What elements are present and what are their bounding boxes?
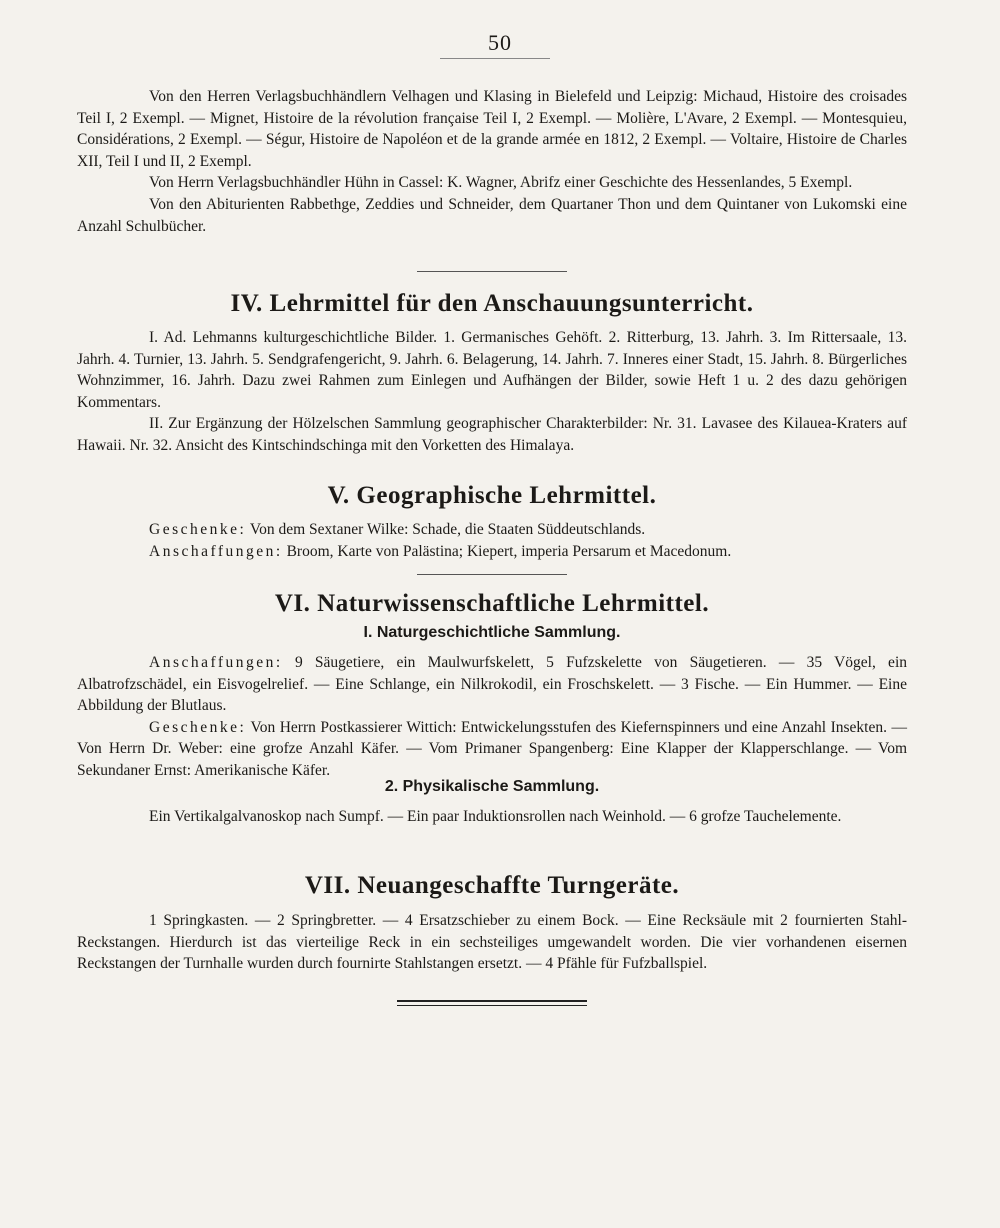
donation-students: Von den Abiturienten Rabbethge, Zeddies und Schneider, dem Quartaner Thon und dem Quintaner von Lukomski eine Anzahl Schulbücher. <box>77 195 907 235</box>
section-v-purchases <box>77 541 907 563</box>
section-v-body <box>77 519 907 562</box>
physics-heading: 2. Physikalische Sammlung. <box>384 778 600 795</box>
donation-velhagen-klasing: Von den Herren Verlagsbuchhändlern Velhagen und Klasing in Bielefeld und Leipzig: Michaud, Histoire des croisades Teil I, 2 Exempl. — Mignet, Histoire de la révolution française Teil I, 2 Exempl. — Molière, L'Avare, 2 Exempl. — Montesquieu, Considérations, 2 Exempl. — Ségur, Histoire de Napoléon et de la grande armée en 1812, 2 Exempl. — Voltaire, Histoire de Charles XII, Teil I und II, 2 Exempl. <box>77 88 907 170</box>
section-vii <box>77 872 907 900</box>
end-rule <box>397 1000 587 1006</box>
section-vii-body <box>77 910 907 975</box>
section-vi-title: VI. Naturwissenschaftliche Lehrmittel. <box>274 590 710 617</box>
gymnastics-items: 1 Springkasten. — 2 Springbretter. — 4 Ersatzschieber zu einem Bock. — Eine Recksäule mit 2 fournierten Stahl-Reckstangen. Hierdurch ist das vierteilige Reck in ein sechsteiliges umgewandelt worden. Die vier vorhandenen eisernen Reckstangen der Turnhalle wurden durch fournirte Stahlstangen ersetzt. — 4 Pfähle für Fufzballspiel. <box>77 912 907 973</box>
natural-history-heading: I. Naturgeschichtliche Sammlung. <box>363 624 621 641</box>
natural-history-gifts <box>77 717 907 782</box>
donations-block <box>77 86 907 237</box>
gifts-text: Von dem Sextaner Wilke: Schade, die Staaten Süddeutschlands. <box>249 521 646 538</box>
gifts-text: Von Herrn Postkassierer Wittich: Entwickelungsstufen des Kiefernspinners und eine Anzahl Insekten. — Von Herrn Dr. Weber: eine grofze Anzahl Käfer. — Vom Primaner Spangenberg: Eine Klapper der Klapperschlange. — Vom Sekundaner Ernst: Amerikanische Käfer. <box>77 718 907 779</box>
gifts-label: Geschenke: <box>149 718 247 736</box>
section-iv-item-1: I. Ad. Lehmanns kulturgeschichtliche Bilder. 1. Germanisches Gehöft. 2. Ritterburg, 13. Jahrh. 3. Im Rittersaale, 13. Jahrh. 4. Turnier, 13. Jahrh. 5. Sendgrafengericht, 9. Jahrh. 6. Belagerung, 14. Jahrh. 7. Inneres einer Stadt, 15. Jahrh. 8. Bürgerliches Wohnzimmer, 16. Jahrh. Dazu zwei Rahmen zum Einlegen und Aufhängen der Bilder, sowie Heft 1 u. 2 des dazu gehörigen Kommentars. <box>77 329 907 411</box>
purchases-text: Broom, Karte von Palästina; Kiepert, imperia Persarum et Macedonum. <box>286 542 732 560</box>
section-v-title: V. Geographische Lehrmittel. <box>327 482 657 509</box>
gifts-label: Geschenke: <box>149 521 247 538</box>
donation-huehn: Von Herrn Verlagsbuchhändler Hühn in Cassel: K. Wagner, Abrifz einer Geschichte des Hessenlandes, 5 Exempl. <box>149 174 853 192</box>
section-iv-body <box>77 327 907 457</box>
purchases-label: Anschaffungen: <box>149 654 283 671</box>
section-vi-body-1 <box>77 652 907 782</box>
section-divider <box>417 574 567 575</box>
section-vi <box>77 590 907 618</box>
purchases-label: Anschaffungen: <box>149 542 283 560</box>
section-iv <box>77 290 907 318</box>
page-number-rule <box>440 58 550 59</box>
natural-history-purchases <box>77 652 907 717</box>
purchases-text: 9 Säugetiere, ein Maulwurfskelett, 5 Fufzskelette von Säugetieren. — 35 Vögel, ein Albatrofzschädel, ein Eisvogelrelief. — Eine Schlange, ein Nilkrokodil, ein Froschskelett. — 3 Fische. — Ein Hummer. — Eine Abbildung der Blutlaus. <box>77 654 907 715</box>
page-number: 50 <box>488 30 512 55</box>
section-v-gifts <box>77 519 907 541</box>
section-v <box>77 482 907 510</box>
section-iv-item-2: II. Zur Ergänzung der Hölzelschen Sammlung geographischer Charakterbilder: Nr. 31. Lavasee des Kilauea-Kraters auf Hawaii. Nr. 32. Ansicht des Kintschindschinga mit den Vorketten des Himalaya. <box>77 415 907 454</box>
section-vi-sub1 <box>77 624 907 642</box>
section-vii-title: VII. Neuangeschaffte Turngeräte. <box>304 872 680 899</box>
section-vi-body-2 <box>77 806 907 828</box>
section-iv-title: IV. Lehrmittel für den Anschauungsunterricht. <box>230 290 754 317</box>
section-vi-sub2 <box>77 778 907 796</box>
physics-items: Ein Vertikalgalvanoskop nach Sumpf. — Ein paar Induktionsrollen nach Weinhold. — 6 grofze Tauchelemente. <box>149 808 842 825</box>
section-divider <box>417 271 567 272</box>
